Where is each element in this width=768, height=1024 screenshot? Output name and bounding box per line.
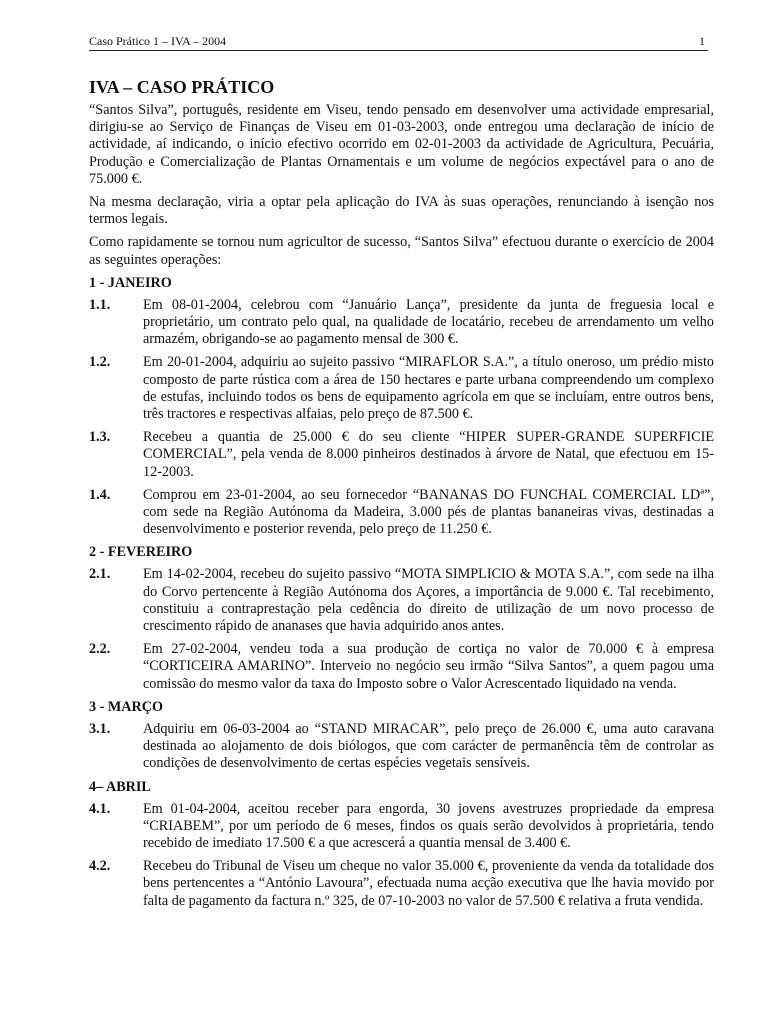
item-text: Em 20-01-2004, adquiriu ao sujeito passivo “MIRAFLOR S.A.”, a título oneroso, um prédio misto composto de parte rústica com a área de 150 hectares e parte urbana compreendendo um complexo de estufas, incluindo todos os bens de equipamento agrícola em que se incluíam, entre outros bens, três tractores e respectivas alfaias, pelo preço de 87.500 €. (143, 354, 714, 423)
item-text: Comprou em 23-01-2004, ao seu fornecedor “BANANAS DO FUNCHAL COMERCIAL LDª”, com sede na Região Autónoma da Madeira, 3.000 pés de plantas bananeiras vivas, destinadas a desenvolvimento e posterior revenda, pelo preço de 11.250 €. (143, 486, 714, 538)
list-item (89, 354, 714, 423)
item-number: 2.1. (89, 566, 111, 583)
document-title: IVA – CASO PRÁTICO (89, 77, 275, 97)
item-number: 1.4. (89, 486, 111, 503)
list-item (89, 429, 714, 481)
list-item (89, 801, 714, 853)
item-number: 4.2. (89, 858, 111, 875)
item-number: 1.2. (89, 354, 111, 371)
page-number: 1 (699, 34, 705, 48)
intro-paragraph: Na mesma declaração, viria a optar pela aplicação do IVA às suas operações, renunciando à isenção nos termos legais. (89, 194, 714, 228)
item-text: Recebeu do Tribunal de Viseu um cheque no valor 35.000 €, proveniente da venda da totalidade dos bens pertencentes a “António Lavoura”, efectuada numa acção executiva que lhe havia movido por falta de pagamento da factura n.º 325, de 07-10-2003 no valor de 57.500 € relativa a fruta vendida. (143, 858, 714, 909)
item-number: 1.3. (89, 429, 111, 446)
item-text: Recebeu a quantia de 25.000 € do seu cliente “HIPER SUPER-GRANDE SUPERFICIE COMERCIAL”, pela venda de 8.000 pinheiros destinados à árvore de Natal, que efectuou em 15-12-2003. (143, 429, 714, 480)
list-item (89, 566, 714, 635)
item-text: Adquiriu em 06-03-2004 ao “STAND MIRACAR”, pelo preço de 26.000 €, uma auto caravana destinada ao alojamento de dois biólogos, que com carácter de permanência têm de controlar as condições de desenvolvimento de certas espécies vegetais sensíveis. (143, 720, 714, 772)
item-number: 4.1. (89, 800, 111, 817)
document-body (89, 73, 714, 916)
section-heading-fevereiro: 2 - FEVEREIRO (89, 544, 193, 561)
item-number: 2.2. (89, 641, 111, 658)
item-text: Em 14-02-2004, recebeu do sujeito passivo “MOTA SIMPLICIO & MOTA S.A.”, com sede na ilha do Corvo pertencente à Região Autónoma dos Açores, a importância de 9.000 €. Tal recebimento, constituiu a contraprestação pela cedência do direito de utilização de um novo processo de crescimento rápido de ananases que havia adquirido anos antes. (143, 566, 714, 635)
section-heading-janeiro: 1 - JANEIRO (89, 274, 172, 291)
list-item (89, 487, 714, 539)
item-text: Em 01-04-2004, aceitou receber para engorda, 30 jovens avestruzes propriedade da empresa “CRIABEM”, por um período de 6 meses, findos os quais serão devolvidos à proprietária, tendo recebido de imediato 17.500 € a que acrescerá a quantia mensal de 3.400 €. (143, 800, 714, 851)
list-item (89, 858, 714, 910)
header-title: Caso Prático 1 – IVA – 2004 (89, 34, 227, 48)
section-heading-marco: 3 - MARÇO (89, 698, 164, 715)
list-item (89, 641, 714, 693)
intro-paragraph: “Santos Silva”, português, residente em Viseu, tendo pensado em desenvolver uma actividade empresarial, dirigiu-se ao Serviço de Finanças de Viseu em 01-03-2003, onde entregou uma declaração de início de actividade, aí indicando, o início efectivo ocorrido em 02-01-2003 da actividade de Agricultura, Pecuária, Produção e Comercialização de Plantas Ornamentais e um volume de negócios expectável para o ano de 75.000 €. (89, 102, 714, 187)
page-header (89, 34, 708, 51)
section-heading-abril: 4– ABRIL (89, 778, 151, 795)
item-number: 1.1. (89, 296, 111, 313)
item-number: 3.1. (89, 720, 111, 737)
intro-paragraph: Como rapidamente se tornou num agricultor de sucesso, “Santos Silva” efectuou durante o exercício de 2004 as seguintes operações: (89, 234, 714, 268)
item-text: Em 08-01-2004, celebrou com “Januário Lança”, presidente da junta de freguesia local e proprietário, um contrato pelo qual, na qualidade de locatário, recebeu de arrendamento um velho armazém, obrigando-se ao pagamento mensal de 300 €. (143, 296, 714, 348)
list-item (89, 297, 714, 349)
list-item (89, 721, 714, 773)
item-text: Em 27-02-2004, vendeu toda a sua produção de cortiça no valor de 70.000 € à empresa “CORTICEIRA AMARINO”. Interveio no negócio seu irmão “Silva Santos”, a quem pagou uma comissão do mesmo valor da taxa do Imposto sobre o Valor Acrescentado liquidado na venda. (143, 641, 714, 692)
